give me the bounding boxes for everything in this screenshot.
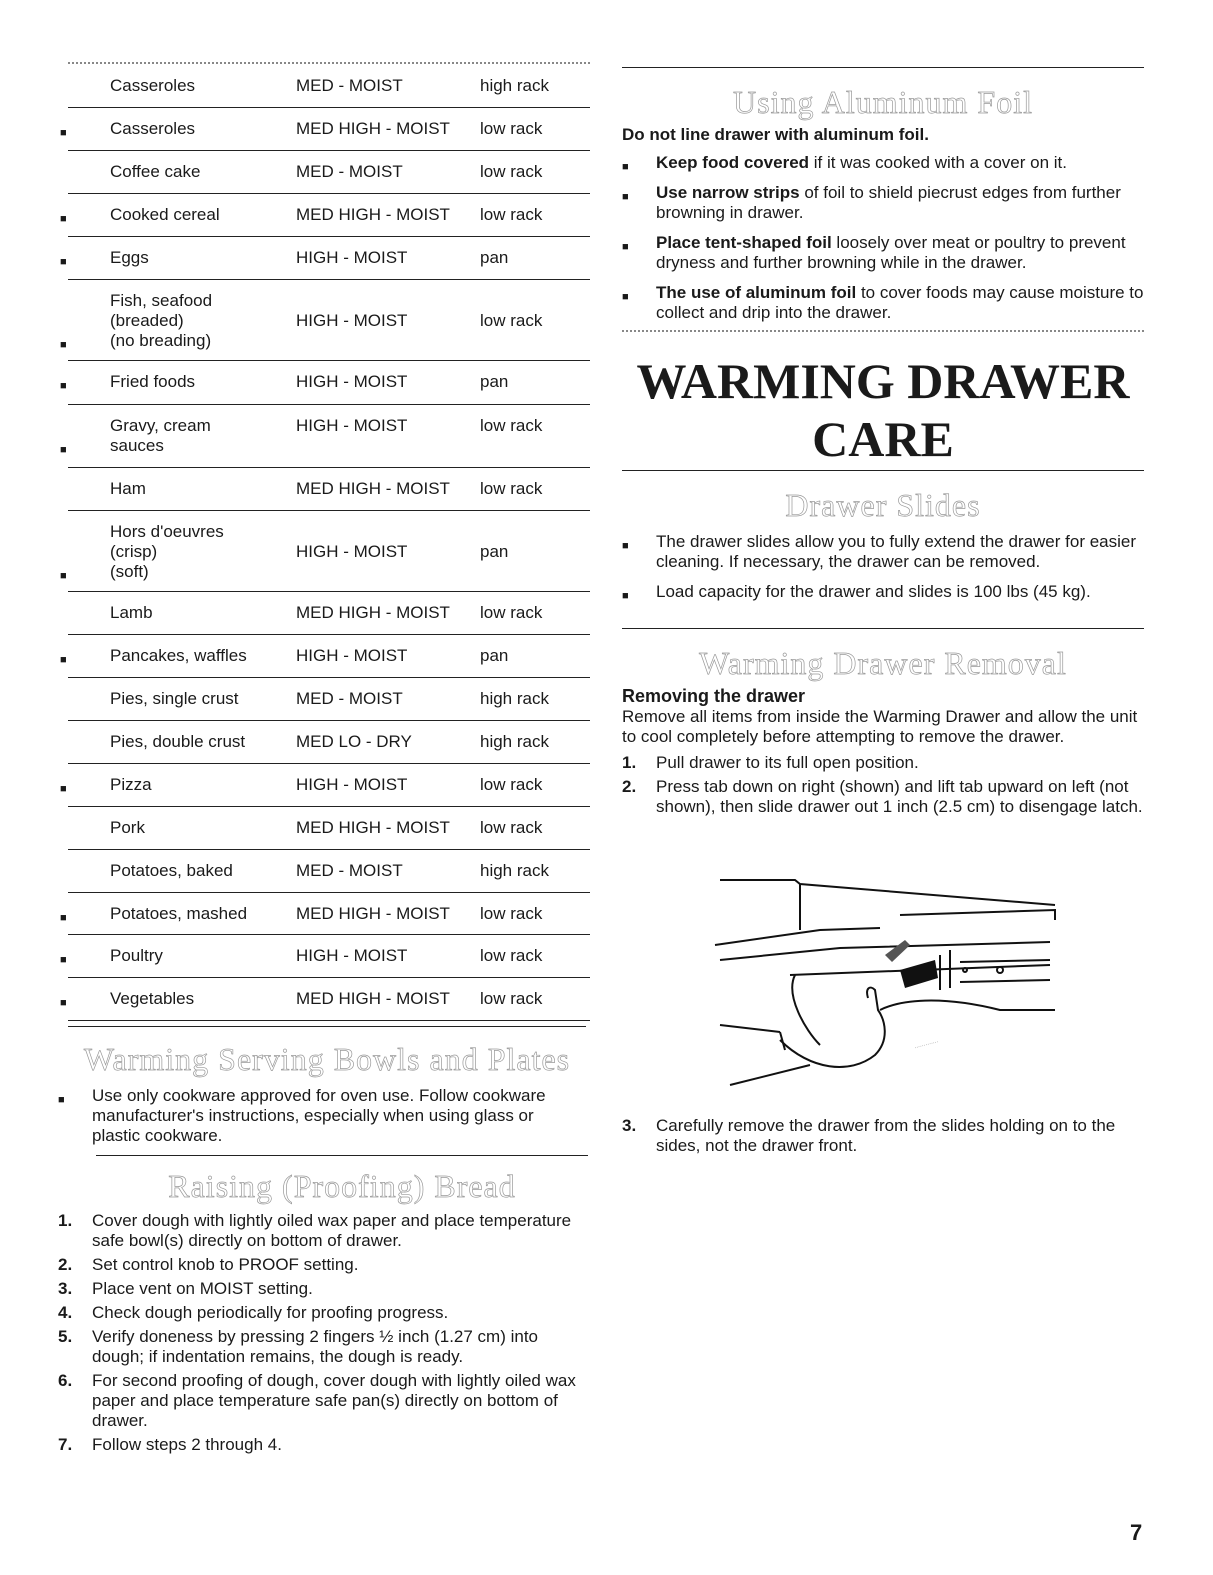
food-name xyxy=(110,416,211,456)
list-item xyxy=(622,233,1144,273)
setting: MED HIGH - MOIST xyxy=(296,904,450,923)
foil-section xyxy=(622,67,1144,333)
location: high rack xyxy=(480,76,549,95)
list-item-text: Use only cookware approved for oven use. Follow cookware manufacturer's instructions, especially when using glass or plastic cookware. xyxy=(92,1086,546,1145)
table-row xyxy=(68,678,590,721)
list-item-bold: Keep food covered xyxy=(656,153,810,172)
setting: MED - MOIST xyxy=(296,689,403,708)
bullet: ■ xyxy=(60,127,67,139)
food-name xyxy=(110,372,195,392)
step-text: Follow steps 2 through 4. xyxy=(92,1435,282,1454)
location: high rack xyxy=(480,689,549,708)
bullet: ■ xyxy=(60,954,67,966)
location: pan xyxy=(480,372,509,391)
bullet: ■ xyxy=(622,191,629,203)
setting: HIGH - MOIST xyxy=(296,311,408,330)
setting: HIGH - MOIST xyxy=(296,646,408,665)
step-text: Set control knob to PROOF setting. xyxy=(92,1255,359,1274)
proofing-steps xyxy=(58,1211,588,1455)
bullet: ■ xyxy=(60,339,67,351)
location: low rack xyxy=(480,946,543,965)
list-item xyxy=(622,753,1144,773)
step-text: Pull drawer to its full open position. xyxy=(656,753,919,772)
food-name xyxy=(110,904,247,924)
food-name-line: Cooked cereal xyxy=(110,205,220,224)
food-name-line: Fish, seafood xyxy=(110,291,213,310)
list-item xyxy=(58,1086,586,1146)
bullet: ■ xyxy=(622,291,629,303)
removal-step3 xyxy=(622,1116,1144,1160)
step-text: Cover dough with lightly oiled wax paper and place temperature safe bowl(s) directly on bottom of drawer. xyxy=(92,1211,572,1250)
food-name-line: Potatoes, baked xyxy=(110,861,233,880)
care-title xyxy=(622,352,1144,468)
food-name-line: Fried foods xyxy=(110,372,196,391)
location: low rack xyxy=(480,479,543,498)
bullet: ■ xyxy=(622,161,629,173)
table-row xyxy=(60,280,590,361)
setting: HIGH - MOIST xyxy=(296,542,408,561)
table-row xyxy=(68,721,590,764)
setting: MED HIGH - MOIST xyxy=(296,205,450,224)
bullet: ■ xyxy=(60,380,67,392)
food-name-line: (no breading) xyxy=(110,331,212,350)
svg-text:·············: ············· xyxy=(913,1038,940,1052)
list-item xyxy=(622,582,1144,602)
step-number: 3. xyxy=(58,1279,73,1298)
food-name xyxy=(110,989,194,1009)
section-rule xyxy=(622,628,1144,629)
setting: MED HIGH - MOIST xyxy=(296,479,450,498)
list-item xyxy=(58,1279,588,1299)
food-name xyxy=(110,522,224,582)
location: high rack xyxy=(480,861,549,880)
food-name-line: Pies, double crust xyxy=(110,732,246,751)
warming-bowls-list xyxy=(58,1086,586,1146)
list-item-bold: The use of aluminum foil xyxy=(656,283,857,302)
step-text: Check dough periodically for proofing progress. xyxy=(92,1303,449,1322)
food-name-line: Pizza xyxy=(110,775,152,794)
food-name-line: (crisp) xyxy=(110,542,158,561)
section-rule xyxy=(622,470,1144,471)
food-name-line: Lamb xyxy=(110,603,153,622)
food-name xyxy=(110,291,212,351)
list-item xyxy=(58,1211,588,1251)
step-number: 2. xyxy=(58,1255,73,1274)
table-row xyxy=(60,194,590,237)
section-rule xyxy=(96,1155,588,1156)
table-row xyxy=(68,807,590,850)
food-name-line: Vegetables xyxy=(110,989,195,1008)
location: low rack xyxy=(480,311,543,330)
list-item xyxy=(58,1255,588,1275)
step-number: 1. xyxy=(622,753,637,772)
step-number: 3. xyxy=(622,1116,637,1135)
setting: MED HIGH - MOIST xyxy=(296,989,450,1008)
location: low rack xyxy=(480,818,543,837)
food-name-line: sauces xyxy=(110,436,164,455)
food-name-line: Pork xyxy=(110,818,145,837)
location: low rack xyxy=(480,119,543,138)
removal-steps xyxy=(622,753,1144,817)
table-row xyxy=(60,108,590,151)
table-row xyxy=(60,978,590,1021)
setting: MED - MOIST xyxy=(296,861,403,880)
location: low rack xyxy=(480,205,543,224)
step-number: 7. xyxy=(58,1435,73,1454)
step-number: 4. xyxy=(58,1303,73,1322)
food-name xyxy=(110,479,146,499)
location: low rack xyxy=(480,775,543,794)
step-text: Carefully remove the drawer from the slides holding on to the sides, not the drawer front. xyxy=(656,1116,1116,1155)
list-item xyxy=(622,153,1144,173)
dotted-rule xyxy=(622,330,1144,332)
location: pan xyxy=(480,542,509,561)
list-item-text: of foil to shield piecrust edges from further browning in drawer. xyxy=(656,183,1121,222)
foil-list xyxy=(622,153,1144,323)
food-name-line: Gravy, cream xyxy=(110,416,211,435)
setting: MED HIGH - MOIST xyxy=(296,818,450,837)
setting: MED - MOIST xyxy=(296,162,403,181)
care-title-line2: CARE xyxy=(812,411,954,467)
page-number: 7 xyxy=(1130,1520,1143,1545)
list-item xyxy=(58,1303,588,1323)
food-name-line: Ham xyxy=(110,479,146,498)
location: pan xyxy=(480,248,509,267)
table-row xyxy=(60,635,590,678)
food-name-line: (breaded) xyxy=(110,311,184,330)
bullet: ■ xyxy=(622,590,629,602)
list-item-text: The drawer slides allow you to fully extend the drawer for easier cleaning. If necessary, the drawer can be removed. xyxy=(656,532,1137,571)
table-row xyxy=(68,64,590,108)
location: low rack xyxy=(480,416,543,435)
bullet: ■ xyxy=(622,540,629,552)
list-item-text: to cover foods may cause moisture to collect and drip into the drawer. xyxy=(656,283,1144,322)
location: low rack xyxy=(480,603,543,622)
setting: HIGH - MOIST xyxy=(296,372,408,391)
food-name xyxy=(110,646,247,666)
section-rule xyxy=(622,67,1144,68)
setting: MED LO - DRY xyxy=(296,732,412,751)
bullet: ■ xyxy=(60,256,67,268)
bullet: ■ xyxy=(622,241,629,253)
table-row xyxy=(60,893,590,935)
table-row xyxy=(68,151,590,194)
list-item xyxy=(58,1371,588,1431)
removal-intro: Remove all items from inside the Warming Drawer and allow the unit to cool completely before attempting to remove the drawer. xyxy=(622,707,1138,746)
bullet: ■ xyxy=(60,570,67,582)
removal-subhead: Removing the drawer xyxy=(622,686,806,706)
step-text: Verify doneness by pressing 2 fingers ½ inch (1.27 cm) into dough; if indentation remains, the dough is ready. xyxy=(92,1327,539,1366)
warming-bowls-section xyxy=(58,1026,586,1156)
list-item-bold: Place tent-shaped foil xyxy=(656,233,832,252)
food-name-line: Pancakes, waffles xyxy=(110,646,247,665)
food-name xyxy=(110,603,153,623)
list-item xyxy=(58,1435,588,1455)
bullet: ■ xyxy=(60,783,67,795)
removal-step3-list xyxy=(622,1116,1144,1156)
location: low rack xyxy=(480,904,543,923)
bullet: ■ xyxy=(60,213,67,225)
table-row xyxy=(60,935,590,978)
table-row xyxy=(60,237,590,280)
list-item xyxy=(58,1327,588,1367)
list-item xyxy=(622,283,1144,323)
step-number: 6. xyxy=(58,1371,73,1390)
table-row xyxy=(60,764,590,807)
table-row xyxy=(68,592,590,635)
food-name-line: Casseroles xyxy=(110,76,196,95)
food-name-line: Eggs xyxy=(110,248,149,267)
table-row xyxy=(60,511,590,592)
list-item-text: loosely over meat or poultry to prevent dryness and further browning while in the drawer. xyxy=(656,233,1126,272)
food-name xyxy=(110,946,163,966)
food-name xyxy=(110,162,200,182)
warming-bowls-heading: Warming Serving Bowls and Plates xyxy=(83,1041,571,1077)
food-settings-table xyxy=(60,64,590,1021)
list-item-text: Load capacity for the drawer and slides is 100 lbs (45 kg). xyxy=(656,582,1091,601)
food-name-line: Hors d'oeuvres xyxy=(110,522,224,541)
step-number: 1. xyxy=(58,1211,73,1230)
list-item xyxy=(622,532,1144,572)
setting: HIGH - MOIST xyxy=(296,946,408,965)
table-row xyxy=(68,850,590,893)
food-name-line: Poultry xyxy=(110,946,163,965)
step-text: Place vent on MOIST setting. xyxy=(92,1279,313,1298)
food-name xyxy=(110,248,149,268)
setting: HIGH - MOIST xyxy=(296,775,408,794)
location: low rack xyxy=(480,162,543,181)
setting: MED HIGH - MOIST xyxy=(296,603,450,622)
list-item xyxy=(622,1116,1144,1156)
table-row xyxy=(68,468,590,511)
foil-lead: Do not line drawer with aluminum foil. xyxy=(622,125,929,144)
foil-heading: Using Aluminum Foil xyxy=(733,84,1033,120)
food-name-line: Casseroles xyxy=(110,119,196,138)
food-name xyxy=(110,689,239,709)
location: pan xyxy=(480,646,509,665)
section-rule xyxy=(68,1026,586,1027)
bullet: ■ xyxy=(60,654,67,666)
slides-heading: Drawer Slides xyxy=(785,487,981,523)
slides-section xyxy=(622,470,1144,612)
food-name xyxy=(110,205,220,225)
care-title-line1: WARMING DRAWER xyxy=(636,353,1130,409)
setting: HIGH - MOIST xyxy=(296,416,408,435)
food-name-line: Coffee cake xyxy=(110,162,201,181)
bullet: ■ xyxy=(60,912,67,924)
slides-list xyxy=(622,532,1144,602)
drawer-removal-illustration xyxy=(700,870,1070,1100)
list-item xyxy=(622,183,1144,223)
setting: HIGH - MOIST xyxy=(296,248,408,267)
food-name-line: (soft) xyxy=(110,562,149,581)
location: low rack xyxy=(480,989,543,1008)
location: high rack xyxy=(480,732,549,751)
proofing-heading: Raising (Proofing) Bread xyxy=(168,1168,516,1204)
bullet: ■ xyxy=(60,444,67,456)
food-name-line: Potatoes, mashed xyxy=(110,904,248,923)
list-item-bold: Use narrow strips xyxy=(656,183,800,202)
list-item-text: if it was cooked with a cover on it. xyxy=(809,153,1067,172)
food-name xyxy=(110,732,245,752)
food-name xyxy=(110,119,195,139)
food-name xyxy=(110,76,195,96)
bullet: ■ xyxy=(60,997,67,1009)
step-number: 2. xyxy=(622,777,637,796)
step-text: Press tab down on right (shown) and lift tab upward on left (not shown), then slide drawer out 1 inch (2.5 cm) to disengage latch. xyxy=(656,777,1143,816)
food-name xyxy=(110,861,233,881)
removal-heading: Warming Drawer Removal xyxy=(699,645,1067,681)
food-name xyxy=(110,775,152,795)
list-item xyxy=(622,777,1144,817)
setting: MED - MOIST xyxy=(296,76,403,95)
removal-section xyxy=(622,628,1144,821)
bullet: ■ xyxy=(58,1094,65,1106)
proofing-section xyxy=(58,1155,588,1459)
food-name-line: Pies, single crust xyxy=(110,689,239,708)
setting: MED HIGH - MOIST xyxy=(296,119,450,138)
step-number: 5. xyxy=(58,1327,73,1346)
step-text: For second proofing of dough, cover dough with lightly oiled wax paper and place temperature safe pan(s) directly on bottom of drawer. xyxy=(92,1371,576,1430)
table-row xyxy=(60,405,590,468)
food-name xyxy=(110,818,145,838)
table-row xyxy=(60,361,590,405)
